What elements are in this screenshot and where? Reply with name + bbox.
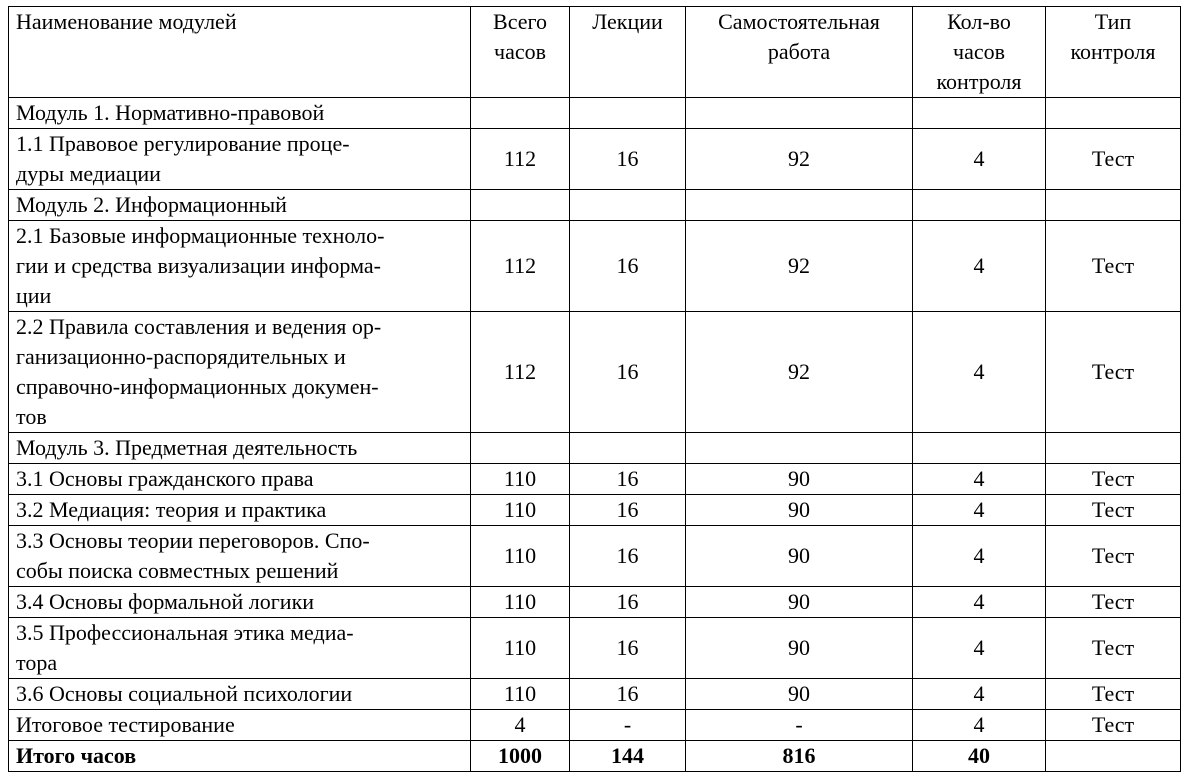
self-work-cell: 90: [686, 495, 913, 526]
control-type-cell: Тест: [1046, 618, 1181, 679]
topic-name-line: 3.2 Медиация: теория и практика: [16, 497, 327, 522]
table-row: [9, 312, 1181, 433]
table-row: [9, 679, 1181, 710]
control-hours-cell: 4: [913, 495, 1046, 526]
control-hours-cell: 4: [913, 221, 1046, 312]
control-hours-cell: 4: [913, 618, 1046, 679]
table-row: [9, 587, 1181, 618]
topic-name-line: тов: [16, 404, 47, 429]
self-work-cell: 90: [686, 679, 913, 710]
module-topic-name: [9, 526, 471, 587]
module-topic-name: [9, 129, 471, 190]
module-topic-name: [9, 710, 471, 741]
empty-cell: [913, 98, 1046, 129]
control-hours-cell: 4: [913, 129, 1046, 190]
control-hours-cell: 4: [913, 312, 1046, 433]
total-hours-cell: 4: [471, 710, 570, 741]
control-type-cell: [1046, 741, 1181, 772]
total-hours-cell: 110: [471, 587, 570, 618]
empty-cell: [1046, 190, 1181, 221]
self-work-cell: -: [686, 710, 913, 741]
table-row: [9, 710, 1181, 741]
header-lectures: Лекции: [570, 7, 686, 98]
total-hours-cell: 112: [471, 221, 570, 312]
empty-cell: [570, 190, 686, 221]
header-total-hours: Всего часов: [471, 7, 570, 98]
control-type-cell: Тест: [1046, 587, 1181, 618]
control-hours-cell: 4: [913, 464, 1046, 495]
total-hours-cell: 110: [471, 464, 570, 495]
table-row: [9, 526, 1181, 587]
empty-cell: [913, 433, 1046, 464]
lectures-cell: 16: [570, 312, 686, 433]
control-type-cell: Тест: [1046, 679, 1181, 710]
self-work-cell: 90: [686, 526, 913, 587]
empty-cell: [1046, 433, 1181, 464]
module-topic-name: [9, 618, 471, 679]
self-work-cell: 90: [686, 464, 913, 495]
lectures-cell: 16: [570, 495, 686, 526]
control-type-cell: Тест: [1046, 312, 1181, 433]
module-topic-name: [9, 221, 471, 312]
control-hours-cell: 4: [913, 679, 1046, 710]
module-title: Модуль 1. Нормативно-правовой: [9, 98, 471, 129]
module-header-row: [9, 433, 1181, 464]
header-control-hours: Кол-во часов контроля: [913, 7, 1046, 98]
module-title: Модуль 3. Предметная деятельность: [9, 433, 471, 464]
total-hours-cell: 112: [471, 312, 570, 433]
module-topic-name: [9, 679, 471, 710]
topic-name-line: гии и средства визуализации информа-: [16, 253, 381, 278]
control-hours-cell: 4: [913, 710, 1046, 741]
topic-name-line: ции: [16, 283, 52, 308]
topic-name-line: тора: [16, 650, 58, 675]
total-hours-cell: 112: [471, 129, 570, 190]
module-title: Модуль 2. Информационный: [9, 190, 471, 221]
control-hours-cell: 4: [913, 587, 1046, 618]
header-self-work: Самостоятельная работа: [686, 7, 913, 98]
empty-cell: [913, 190, 1046, 221]
topic-name-line: справочно-информационных докумен-: [16, 374, 379, 399]
module-topic-name: [9, 495, 471, 526]
table-body: [9, 98, 1181, 772]
lectures-cell: 16: [570, 221, 686, 312]
topic-name-line: ганизационно-распорядительных и: [16, 344, 346, 369]
control-type-cell: Тест: [1046, 464, 1181, 495]
empty-cell: [1046, 98, 1181, 129]
curriculum-table: [8, 6, 1181, 772]
empty-cell: [471, 433, 570, 464]
lectures-cell: -: [570, 710, 686, 741]
table-row: [9, 221, 1181, 312]
topic-name-line: 2.1 Базовые информационные техноло-: [16, 223, 385, 248]
empty-cell: [686, 98, 913, 129]
control-type-cell: Тест: [1046, 495, 1181, 526]
lectures-cell: 16: [570, 618, 686, 679]
self-work-cell: 92: [686, 312, 913, 433]
control-type-cell: Тест: [1046, 710, 1181, 741]
topic-name-line: 1.1 Правовое регулирование проце-: [16, 131, 350, 156]
header-control-type: Тип контроля: [1046, 7, 1181, 98]
topic-name-line: 3.1 Основы гражданского права: [16, 466, 314, 491]
lectures-cell: 16: [570, 679, 686, 710]
lectures-cell: 144: [570, 741, 686, 772]
table-header-row: [9, 7, 1181, 98]
lectures-cell: 16: [570, 587, 686, 618]
lectures-cell: 16: [570, 526, 686, 587]
control-type-cell: Тест: [1046, 221, 1181, 312]
lectures-cell: 16: [570, 464, 686, 495]
total-hours-cell: 110: [471, 526, 570, 587]
topic-name-line: 3.3 Основы теории переговоров. Спо-: [16, 528, 370, 553]
module-topic-name: [9, 741, 471, 772]
self-work-cell: 816: [686, 741, 913, 772]
topic-name-line: дуры медиации: [16, 161, 161, 186]
total-hours-cell: 1000: [471, 741, 570, 772]
module-topic-name: [9, 587, 471, 618]
topic-name-line: 3.5 Профессиональная этика медиа-: [16, 620, 354, 645]
table-row: [9, 495, 1181, 526]
empty-cell: [471, 98, 570, 129]
module-topic-name: [9, 464, 471, 495]
empty-cell: [570, 98, 686, 129]
module-header-row: [9, 190, 1181, 221]
control-type-cell: Тест: [1046, 526, 1181, 587]
empty-cell: [686, 433, 913, 464]
self-work-cell: 90: [686, 587, 913, 618]
self-work-cell: 90: [686, 618, 913, 679]
total-hours-cell: 110: [471, 679, 570, 710]
topic-name-line: 3.6 Основы социальной психологии: [16, 681, 353, 706]
control-type-cell: Тест: [1046, 129, 1181, 190]
total-hours-cell: 110: [471, 618, 570, 679]
topic-name-line: собы поиска совместных решений: [16, 558, 339, 583]
self-work-cell: 92: [686, 129, 913, 190]
module-header-row: [9, 98, 1181, 129]
table-row: [9, 618, 1181, 679]
topic-name-line: 3.4 Основы формальной логики: [16, 589, 315, 614]
topic-name-line: Итого часов: [16, 743, 137, 768]
total-row: [9, 741, 1181, 772]
header-module-name: Наименование модулей: [9, 7, 471, 98]
self-work-cell: 92: [686, 221, 913, 312]
topic-name-line: Итоговое тестирование: [16, 712, 235, 737]
empty-cell: [686, 190, 913, 221]
lectures-cell: 16: [570, 129, 686, 190]
table-row: [9, 464, 1181, 495]
module-topic-name: [9, 312, 471, 433]
control-hours-cell: 40: [913, 741, 1046, 772]
empty-cell: [570, 433, 686, 464]
total-hours-cell: 110: [471, 495, 570, 526]
empty-cell: [471, 190, 570, 221]
control-hours-cell: 4: [913, 526, 1046, 587]
topic-name-line: 2.2 Правила составления и ведения ор-: [16, 314, 382, 339]
table-row: [9, 129, 1181, 190]
